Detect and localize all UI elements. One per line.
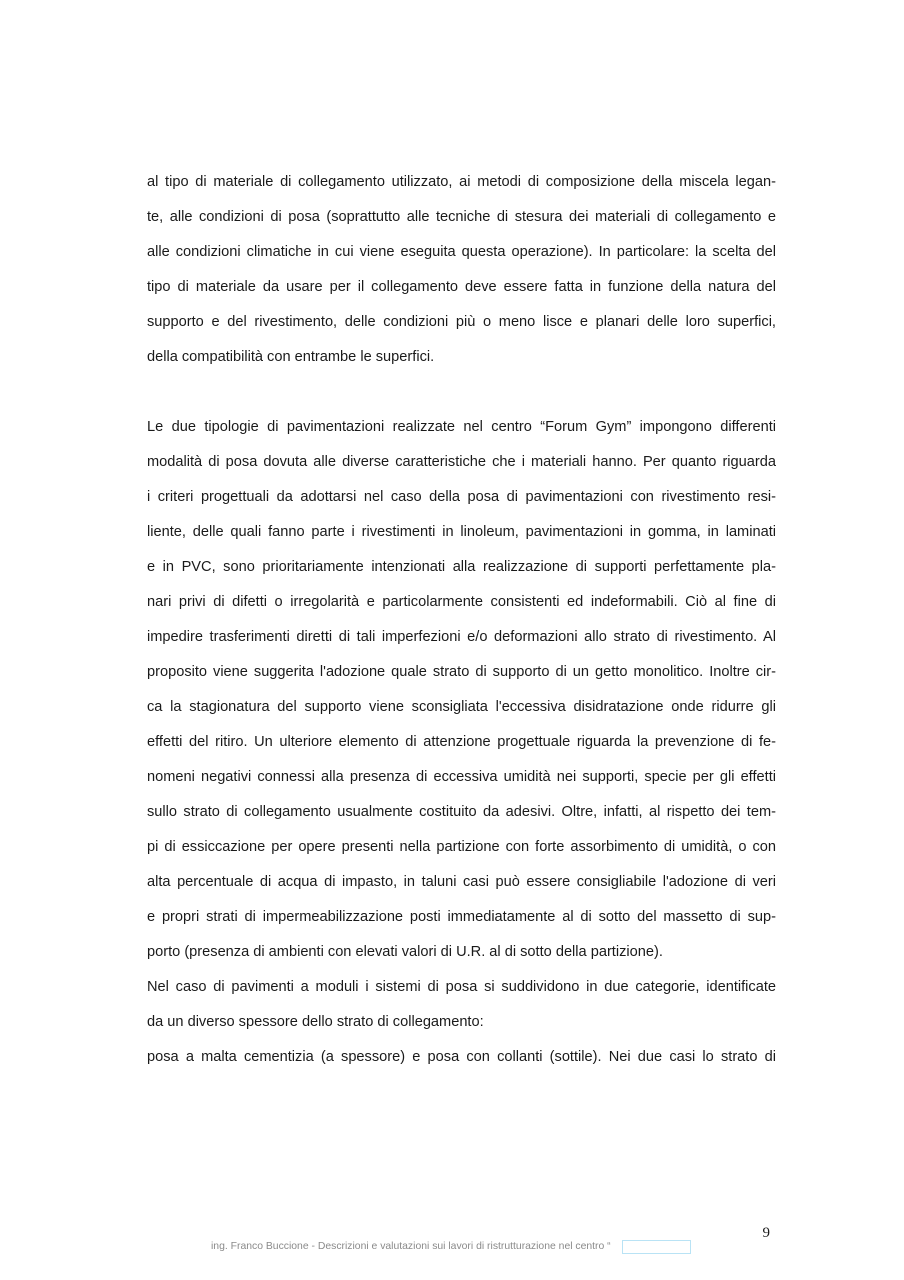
body-text-line: sullo strato di collegamento usualmente costituito da adesivi. Oltre, infatti, al rispetto dei tem- — [147, 804, 776, 820]
body-text-line: porto (presenza di ambienti con elevati valori di U.R. al di sotto della partizione). — [147, 944, 663, 960]
body-text-line: modalità di posa dovuta alle diverse caratteristiche che i materiali hanno. Per quanto riguarda — [147, 454, 776, 470]
body-text-line: e propri strati di impermeabilizzazione posti immediatamente al di sotto del massetto di sup- — [147, 909, 776, 925]
page-footer: ing. Franco Buccione - Descrizioni e valutazioni sui lavori di ristrutturazione nel centro “ — [211, 1241, 611, 1252]
body-text-line: ca la stagionatura del supporto viene sconsigliata l'eccessiva disidratazione onde ridurre gli — [147, 699, 776, 715]
body-text-line: tipo di materiale da usare per il collegamento deve essere fatta in funzione della natura del — [147, 279, 776, 295]
body-text-line: effetti del ritiro. Un ulteriore elemento di attenzione progettuale riguarda la prevenzione di fe- — [147, 734, 776, 750]
body-text-line: Le due tipologie di pavimentazioni realizzate nel centro “Forum Gym” impongono differenti — [147, 419, 776, 435]
body-text-line: posa a malta cementizia (a spessore) e posa con collanti (sottile). Nei due casi lo strato di — [147, 1049, 776, 1065]
body-text-line: nomeni negativi connessi alla presenza di eccessiva umidità nei supporti, specie per gli effetti — [147, 769, 776, 785]
body-text-line: da un diverso spessore dello strato di collegamento: — [147, 1014, 484, 1030]
body-text-line: alle condizioni climatiche in cui viene eseguita questa operazione). In particolare: la scelta del — [147, 244, 776, 260]
body-text-line: te, alle condizioni di posa (soprattutto alle tecniche di stesura dei materiali di collegamento e — [147, 209, 776, 225]
body-text-line: pi di essiccazione per opere presenti nella partizione con forte assorbimento di umidità, o con — [147, 839, 776, 855]
footer-text-field[interactable] — [622, 1240, 691, 1254]
body-text-line: proposito viene suggerita l'adozione quale strato di supporto di un getto monolitico. Inoltre cir- — [147, 664, 776, 680]
body-text-line: della compatibilità con entrambe le superfici. — [147, 349, 435, 365]
body-text-line: i criteri progettuali da adottarsi nel caso della posa di pavimentazioni con rivestimento resi- — [147, 489, 776, 505]
body-text-line: e in PVC, sono prioritariamente intenzionati alla realizzazione di supporti perfettamente pla- — [147, 559, 776, 575]
body-text-line: supporto e del rivestimento, delle condizioni più o meno lisce e planari delle loro superfici, — [147, 314, 776, 330]
body-text-line: alta percentuale di acqua di impasto, in taluni casi può essere consigliabile l'adozione di veri — [147, 874, 776, 890]
body-text-line: liente, delle quali fanno parte i rivestimenti in linoleum, pavimentazioni in gomma, in laminati — [147, 524, 776, 540]
page-number: 9 — [762, 1225, 770, 1241]
body-text-line: impedire trasferimenti diretti di tali imperfezioni e/o deformazioni allo strato di rivestimento. Al — [147, 629, 776, 645]
body-text-line: al tipo di materiale di collegamento utilizzato, ai metodi di composizione della miscela legan- — [147, 174, 776, 190]
body-text-line: nari privi di difetti o irregolarità e particolarmente consistenti ed indeformabili. Ciò al fine di — [147, 594, 776, 610]
body-text-line: Nel caso di pavimenti a moduli i sistemi di posa si suddividono in due categorie, identificate — [147, 979, 776, 995]
